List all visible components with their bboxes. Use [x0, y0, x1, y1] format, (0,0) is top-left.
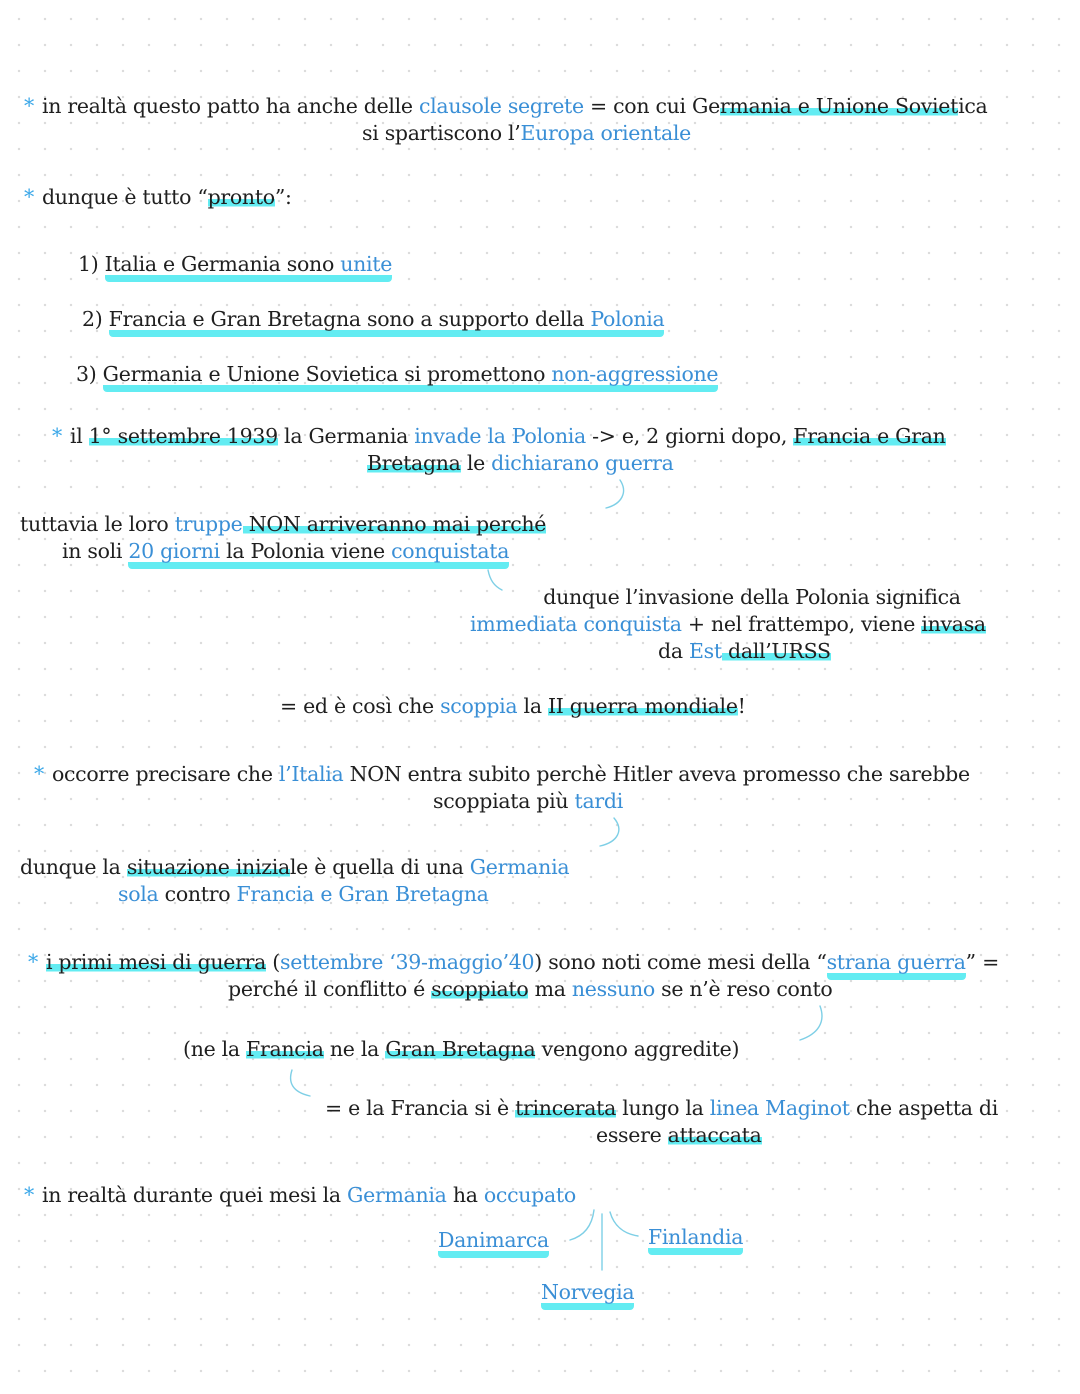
paragraph-meaning-cont: immediata conquista + nel frattempo, viene invasa [470, 612, 986, 636]
paragraph-meaning-cont2: da Est dall’URSS [658, 639, 831, 663]
paragraph-occupied: * in realtà durante quei mesi la Germania ha occupato [24, 1183, 576, 1207]
country-norvegia: Norvegia [541, 1278, 634, 1310]
arrow-finlandia [610, 1212, 638, 1236]
paragraph-maginot: = e la Francia si è trincerata lungo la linea Maginot che aspetta di [325, 1096, 998, 1120]
paragraph-war-start: = ed è così che scoppia la II guerra mondiale! [280, 694, 746, 718]
paragraph-italy-cont: scoppiata più tardi [433, 789, 623, 813]
bullet-star: * [24, 94, 34, 118]
paragraph-maginot-cont: essere attaccata [596, 1123, 762, 1147]
list-item-1: 1) Italia e Germania sono unite [78, 250, 392, 282]
country-finlandia: Finlandia [648, 1223, 743, 1255]
list-item-2: 2) Francia e Gran Bretagna sono a supporto della Polonia [82, 305, 664, 337]
paragraph-phony-war-cont: perché il conflitto é scoppiato ma nessuno se n’è reso conto [228, 977, 833, 1001]
paragraph-invasion: * il 1° settembre 1939 la Germania invade la Polonia -> e, 2 giorni dopo, Francia e Gran [52, 424, 946, 448]
paragraph-ready: * dunque è tutto “pronto”: [24, 185, 292, 209]
paragraph-not-attacked: (ne la Francia ne la Gran Bretagna vengono aggredite) [183, 1037, 740, 1061]
paragraph-italy: * occorre precisare che l’Italia NON entra subito perchè Hitler aveva promesso che sarebbe [34, 762, 970, 786]
paragraph-initial-situation-cont: sola contro Francia e Gran Bretagna [118, 882, 489, 906]
paragraph-meaning: dunque l’invasione della Polonia significa [543, 585, 961, 609]
paragraph-phony-war: * i primi mesi di guerra (settembre ‘39-maggio’40) sono noti come mesi della “strana guerra” = [28, 948, 999, 980]
paragraph-troops: tuttavia le loro truppe NON arriveranno mai perché [20, 512, 547, 536]
paragraph-troops-cont: in soli 20 giorni la Polonia viene conquistata [62, 537, 509, 569]
paragraph-invasion-cont: Bretagna le dichiarano guerra [367, 451, 674, 475]
arrow-danimarca [570, 1210, 594, 1240]
paragraph-initial-situation: dunque la situazione iniziale è quella di una Germania [20, 855, 570, 879]
arrow-down-1 [606, 480, 624, 508]
country-danimarca: Danimarca [438, 1226, 549, 1258]
paragraph-secret-clauses-cont: si spartiscono l’Europa orientale [362, 121, 691, 145]
paragraph-secret-clauses: * in realtà questo patto ha anche delle clausole segrete = con cui Germania e Unione Sovietica [24, 94, 988, 118]
arrow-down-4 [800, 1006, 822, 1040]
list-item-3: 3) Germania e Unione Sovietica si promettono non-aggressione [76, 360, 718, 392]
arrow-down-3 [600, 818, 619, 846]
arrow-down-5 [291, 1070, 310, 1096]
